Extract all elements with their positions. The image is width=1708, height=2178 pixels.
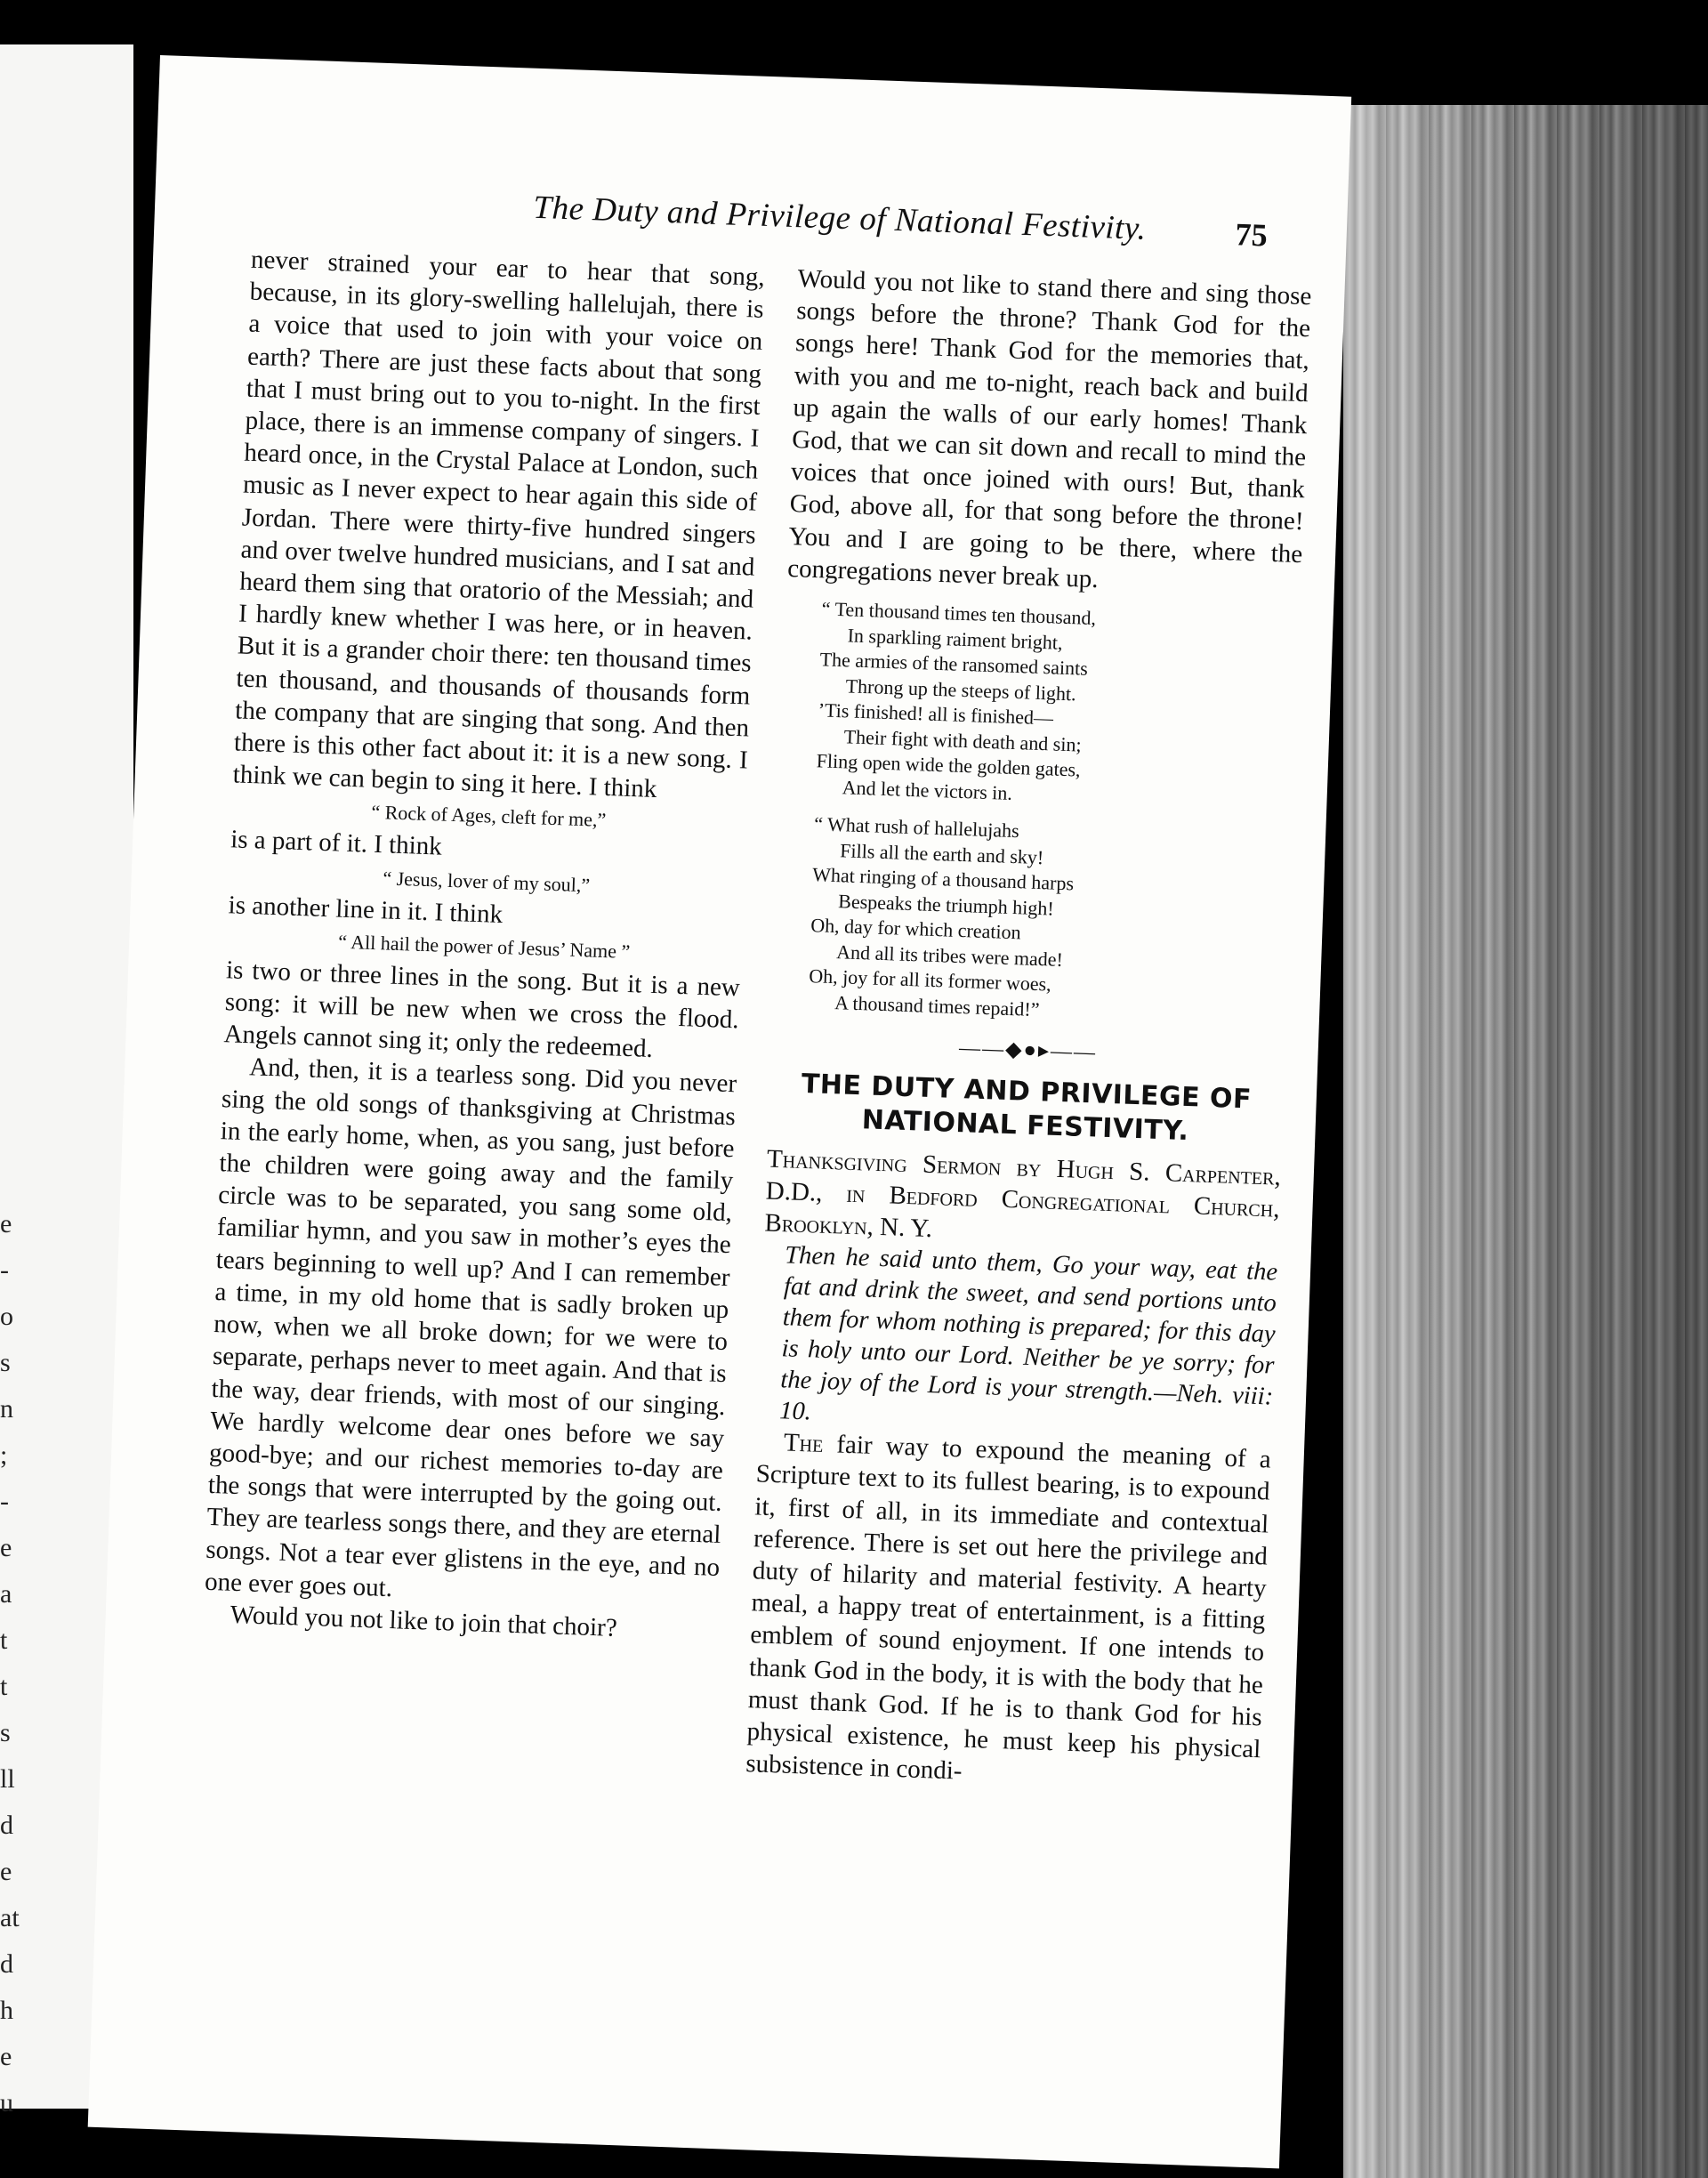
- facing-page-fragment: s: [0, 1718, 11, 1747]
- sermon-byline: Thanksgiving Sermon by Hugh S. Carpenter, D.D., in Bedford Congregational Church, Brooklyn, N. Y.: [764, 1144, 1282, 1244]
- paragraph-text: fair way to expound the meaning of a Scripture text to its fullest bearing, is to expound it, first of all, in its immediate and contextual reference. There is set out here the privilege and duty of hilarity and material festivity. A hearty meal, a happy treat of entertainment, is a fitting emblem of sound enjoyment. If one intends to thank God in the body, it is with the body that he must thank God. If he is to thank God for his physical existence, he must keep his physical subsistence in condi-: [745, 1430, 1272, 1786]
- verse-line: “ Ten thousand times ten thousand,: [821, 597, 1097, 630]
- verse-line: “ What rush of hallelujahs: [813, 812, 1020, 843]
- verse-line: ’Tis finished! all is finished—: [818, 698, 1054, 730]
- verse-line: The armies of the ransomed saints: [819, 648, 1089, 680]
- hymn-verse: [815, 596, 1301, 816]
- hymn-quote: “ All hail the power of Jesus’ Name ”: [337, 930, 631, 963]
- facing-page-fragment: d: [0, 1949, 13, 1979]
- paragraph: is two or three lines in the song. But it is a new song: it will be new when we cross the flood. Angels cannot sing it; only the redeemed.: [223, 956, 741, 1064]
- scripture-epigraph: Then he said unto them, Go your way, eat the fat and drink the sweet, and send portions unto them for whom nothing is prepared; for this day is holy unto our Lord. Neither be ye sorry; for the joy of the Lord is your strength.—Neh. viii: 10.: [778, 1241, 1278, 1426]
- page-number: 75: [1235, 216, 1269, 254]
- verse-line: Their fight with death and sin;: [843, 724, 1083, 756]
- paragraph: is a part of it. I think: [230, 825, 443, 862]
- facing-page-fragment: e: [0, 1533, 12, 1562]
- drop-word: The: [783, 1428, 824, 1459]
- paragraph: And, then, it is a tearless song. Did you never sing the old songs of thanksgiving at Christmas in the early home, when, as you sang, just before the children were going away and the family circle was to be separated, you sang some old, familiar hymn, and you saw in mother’s eyes the tears beginning to well up? And I can remember a time, in my old home that is sadly broken up now, when we all broke down; for we were to separate, perhaps never to meet again. And that is the way, dear friends, with most of our singing. We hardly welcome dear ones before we say good-bye; and our richest memories to-day are the songs that were interrupted by the going out. They are tearless songs there, and they are eternal songs. Not a tear ever glistens in the eye, and no one ever goes out.: [204, 1053, 737, 1602]
- running-title: The Duty and Privilege of National Festivity.: [532, 189, 1148, 247]
- facing-page-fragment: e: [0, 1209, 12, 1238]
- facing-page-fragment: e: [0, 1857, 12, 1886]
- verse-line: Oh, joy for all its former woes,: [808, 964, 1052, 996]
- hymn-quote: “ Jesus, lover of my soul,”: [383, 866, 591, 897]
- facing-page-fragment: s: [0, 1348, 11, 1377]
- facing-page-fragment: o: [0, 1302, 13, 1331]
- verse-line: And let the victors in.: [842, 775, 1013, 804]
- verse-line: What ringing of a thousand harps: [811, 863, 1075, 895]
- facing-page-fragment: -: [0, 1487, 9, 1516]
- facing-page-fragment: d: [0, 1811, 13, 1840]
- facing-page-fragment: ;: [0, 1440, 8, 1470]
- verse-line: Oh, day for which creation: [810, 914, 1022, 944]
- hymn-quote: “ Rock of Ages, cleft for me,”: [371, 801, 607, 832]
- facing-page-fragment: ll: [0, 1764, 15, 1794]
- facing-page-fragment: h: [0, 1996, 13, 2025]
- verse-line: Throng up the steeps of light.: [845, 674, 1077, 705]
- facing-page-fragment: n: [0, 1394, 13, 1424]
- facing-page-fragment: a: [0, 1579, 12, 1609]
- facing-page-fragment: t: [0, 1625, 8, 1655]
- verse-line: In sparkling raiment bright,: [847, 623, 1063, 654]
- facing-page-fragment: t: [0, 1672, 8, 1701]
- paragraph: Would you not like to join that choir?: [230, 1600, 618, 1642]
- paragraph: [745, 1426, 1272, 1798]
- section-divider: ——◆●▸——: [958, 1037, 1098, 1065]
- facing-page-fragment: -: [0, 1255, 9, 1285]
- verse-line: A thousand times repaid!”: [834, 990, 1040, 1020]
- facing-page-fragment: e: [0, 2042, 12, 2071]
- paragraph: Would you not like to stand there and sing those songs before the throne? Thank God for the songs here! Thank God for the memories that, with you and me to-night, reach back and build up again the walls of our early homes! Thank God, that we can sit down and recall to mind the voices that once joined with ours! But, thank God, above all, for that song before the throne! You and I are going to be there, where the congregations never break up.: [786, 264, 1312, 593]
- book-page-edges: [1343, 105, 1708, 2178]
- verse-line: Fling open wide the golden gates,: [816, 749, 1081, 781]
- paragraph: never strained your ear to hear that song, because, in its glory-swelling hallelujah, there is a voice that used to join with your voice on earth? There are just these facts about that song that I must bring out to you to-night. In the first place, there is an immense company of singers. I heard once, in the Crystal Palace at London, such music as I never expect to hear again this side of Jordan. There were thirty-five hundred singers and over twelve hundred musicians, and I sat and heard them sing that oratorio of the Messiah; and I hardly knew whether I was here, or in heaven. But it is a grander choir there: ten thousand times ten thousand, and thousands of thousands form the company that are singing that song. And then there is this other fact about it: it is a new song. I think we can begin to sing it here. I think: [232, 245, 766, 804]
- right-column: [745, 262, 1312, 1798]
- sermon-title: THE DUTY AND PRIVILEGE OF NATIONAL FESTIVITY.: [801, 1069, 1253, 1148]
- verse-line: And all its tribes were made!: [835, 940, 1064, 971]
- verse-line: Fills all the earth and sky!: [839, 838, 1044, 868]
- facing-page-fragment: u: [0, 2088, 13, 2118]
- hymn-verse: [808, 811, 1293, 1031]
- facing-page-text-fragments: [0, 1201, 18, 2126]
- book-page: [88, 55, 1351, 2168]
- verse-line: Bespeaks the triumph high!: [837, 889, 1055, 920]
- left-column: [203, 244, 765, 1648]
- facing-page-fragment: at: [0, 1903, 20, 1932]
- paragraph: is another line in it. I think: [228, 890, 504, 929]
